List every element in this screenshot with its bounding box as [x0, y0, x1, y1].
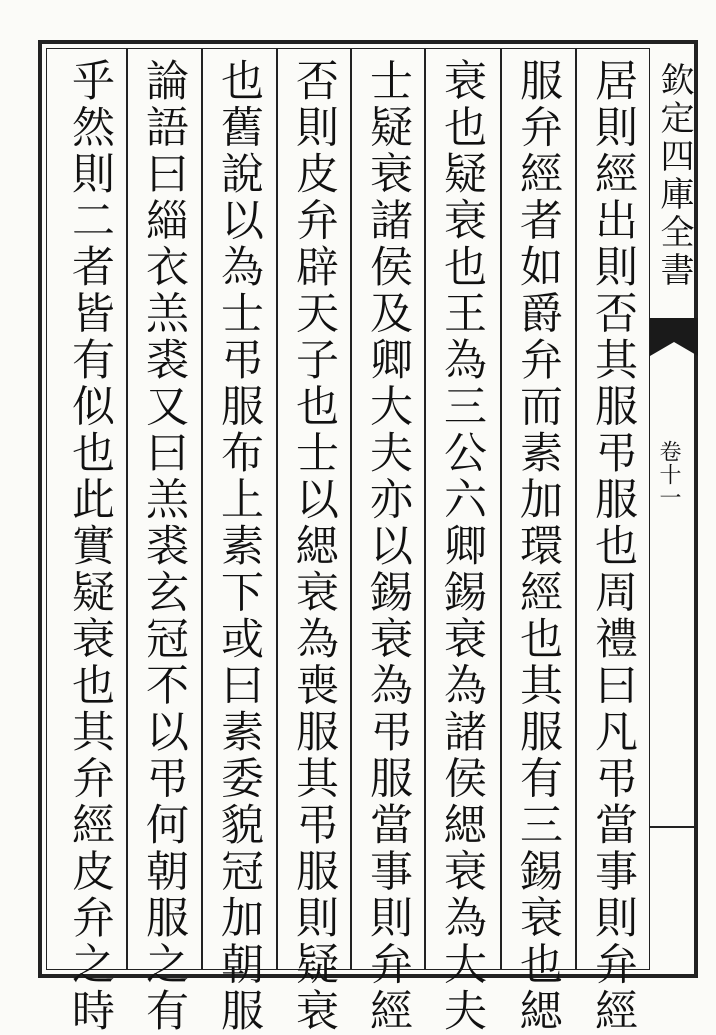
- column-text: 論語曰緇衣羔裘又曰羔裘玄冠不以弔何朝服之有: [139, 58, 189, 1035]
- text-column: [134, 58, 194, 1035]
- margin-rule: [650, 826, 698, 828]
- text-column: [583, 58, 643, 1035]
- volume-number: 卷十一: [656, 440, 681, 509]
- column-rule: [350, 48, 352, 970]
- column-rule: [201, 48, 203, 970]
- column-text: 衰也疑衰也王為三公六卿錫衰為諸侯緦衰為大夫: [437, 58, 487, 1035]
- text-column: [60, 58, 120, 1035]
- text-column: [508, 58, 568, 1035]
- column-rule: [276, 48, 278, 970]
- text-column: [284, 58, 344, 1035]
- text-column: [432, 58, 492, 1035]
- collection-title: 欽定四庫全書: [654, 62, 694, 290]
- column-text: 乎然則二者皆有似也此實疑衰也其弁經皮弁之時: [65, 58, 115, 1035]
- column-text: 士疑衰諸侯及卿大夫亦以錫衰為弔服當事則弁經: [363, 58, 413, 1035]
- column-rule: [575, 48, 577, 970]
- column-rule: [500, 48, 502, 970]
- column-rule: [424, 48, 426, 970]
- column-text: 服弁經者如爵弁而素加環經也其服有三錫衰也緦: [513, 58, 563, 1035]
- column-text: 居則經出則否其服弔服也周禮曰凡弔當事則弁經: [588, 58, 638, 1035]
- column-text: 也舊說以為士弔服布上素下或曰素委貌冠加朝服: [214, 58, 264, 1035]
- text-column: [209, 58, 269, 1035]
- fishtail-mark-icon: [650, 318, 698, 356]
- column-rule: [126, 48, 128, 970]
- column-text: 否則皮弁辟天子也士以緦衰為喪服其弔服則疑衰: [289, 58, 339, 1035]
- text-column: [358, 58, 418, 1035]
